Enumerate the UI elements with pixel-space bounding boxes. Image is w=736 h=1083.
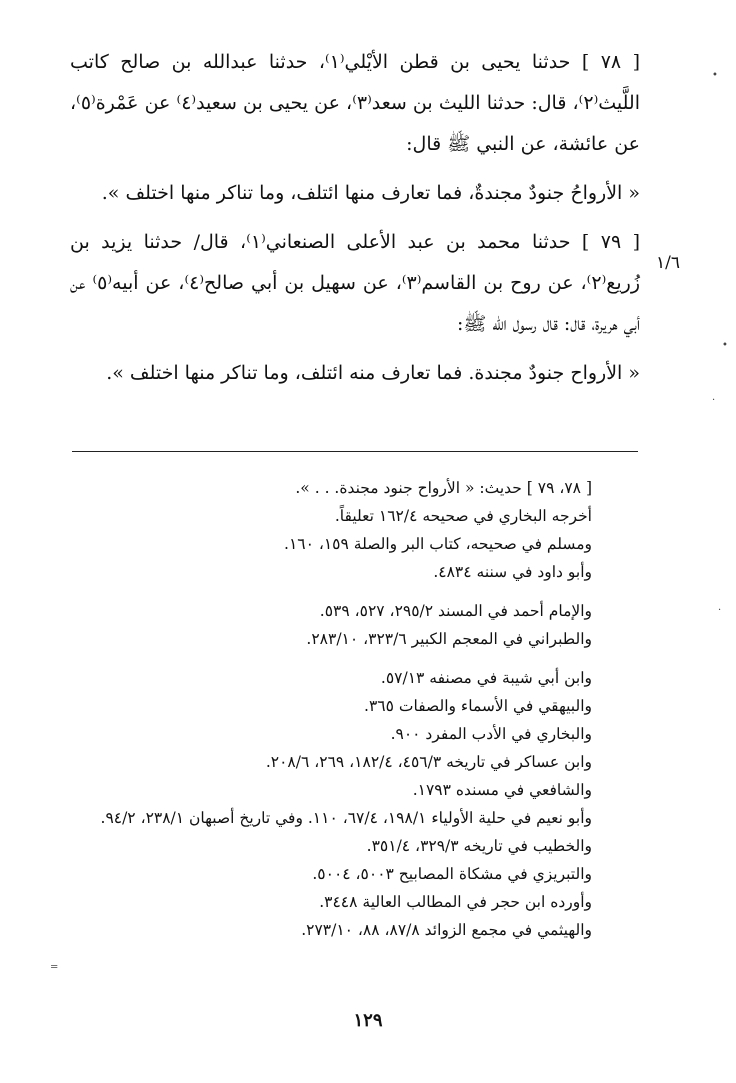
footnote-line: أخرجه البخاري في صحيحه ١٦٢/٤ تعليقاً.	[334, 507, 592, 525]
hadith-79-matn: « الأرواح جنودٌ مجندة. فما تعارف منه ائتلف، وما تناكر منها اختلف ».	[106, 362, 640, 384]
footnote-line: وأبو داود في سننه ٤٨٣٤.	[433, 563, 592, 581]
footnote-line: والتبريزي في مشكاة المصابيح ٥٠٠٣، ٥٠٠٤.	[312, 865, 592, 883]
footnote-line: وأبو نعيم في حلية الأولياء ١٩٨/١، ٦٧/٤، ١١٠. وفي تاريخ أصبهان ٢٣٨/١، ٩٤/٢.	[100, 809, 592, 827]
footnote-line: وأورده ابن حجر في المطالب العالية ٣٤٤٨.	[319, 893, 592, 911]
manuscript-folio-ref: ١/٦	[656, 253, 680, 273]
footnote-heading: [ ٧٨، ٧٩ ] حديث: « الأرواح جنود مجندة. . . ».	[295, 479, 592, 497]
hadith-78-isnad: [ ٧٨ ] حدثنا يحيى بن قطن الأيْلي⁽١⁾، حدثنا عبدالله بن صالح كاتب اللَّيث⁽٢⁾، قال: حدثنا الليث بن سعد⁽٣⁾، عن يحيى بن سعيد⁽٤⁾ عن عَمْرة⁽٥⁾، عن عائشة، عن النبي ﷺ قال:	[70, 51, 641, 155]
footnote-line: والطبراني في المعجم الكبير ٣٢٣/٦، ٢٨٣/١٠.	[306, 630, 592, 648]
hadith-79-isnad: [ ٧٩ ] حدثنا محمد بن عبد الأعلى الصنعاني⁽١⁾، قال/ حدثنا يزيد بن زُريع⁽٢⁾، عن روح بن القاسم⁽٣⁾، عن سهيل بن أبي صالح⁽٤⁾، عن أبيه⁽٥⁾ عن أبي هريرة، قال: قال رسول الله ﷺ:	[70, 231, 641, 335]
footnote-divider	[72, 451, 638, 452]
footnotes	[72, 474, 592, 944]
scan-speck: ·	[718, 605, 722, 616]
footnote-line: وابن أبي شيبة في مصنفه ٥٧/١٣.	[380, 669, 592, 687]
footnote-line: والخطيب في تاريخه ٣٢٩/٣، ٣٥١/٤.	[366, 837, 592, 855]
scan-speck: =	[50, 962, 59, 973]
main-text	[70, 42, 640, 394]
scan-speck: •	[712, 70, 718, 81]
scan-speck: •	[722, 340, 728, 351]
footnote-line: والبيهقي في الأسماء والصفات ٣٦٥.	[364, 697, 592, 715]
footnote-line: والبخاري في الأدب المفرد ٩٠٠.	[390, 725, 592, 743]
page-number: ١٢٩	[353, 1010, 383, 1031]
footnote-line: ومسلم في صحيحه، كتاب البر والصلة ١٥٩، ١٦٠.	[284, 535, 592, 553]
footnote-line: والهيثمي في مجمع الزوائد ٨٧/٨، ٨٨، ٢٧٣/١٠.	[301, 921, 592, 939]
scan-speck: ·	[712, 395, 716, 406]
footnote-line: والإمام أحمد في المسند ٢٩٥/٢، ٥٢٧، ٥٣٩.	[319, 602, 592, 620]
hadith-78-matn: « الأرواحُ جنودٌ مجندةٌ، فما تعارف منها ائتلف، وما تناكر منها اختلف ».	[101, 182, 640, 204]
footnote-line: والشافعي في مسنده ١٧٩٣.	[412, 781, 592, 799]
footnote-line: وابن عساكر في تاريخه ٤٥٦/٣، ١٨٢/٤، ٢٦٩، ٢٠٨/٦.	[265, 753, 592, 771]
